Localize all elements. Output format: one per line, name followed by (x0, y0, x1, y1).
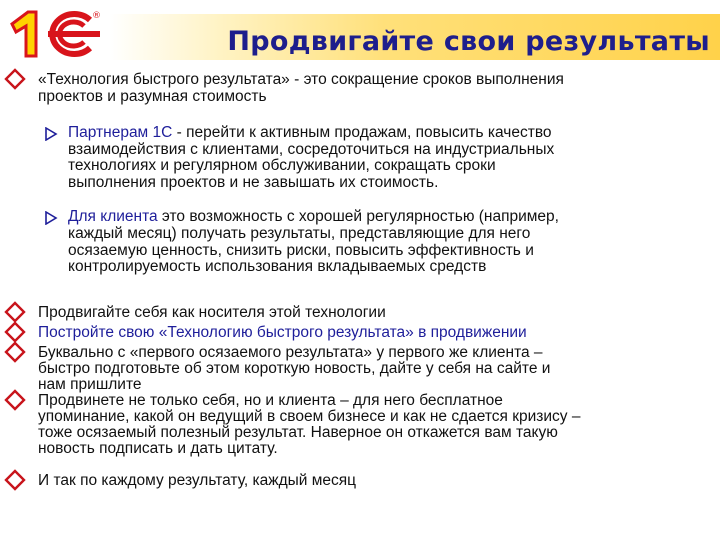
sub-bullet-2-text: это возможность с хорошей регулярностью (например, (157, 208, 559, 225)
bullet-5-line-4: новость подписать и дать цитату. (38, 440, 278, 457)
bullet-4-line-1: Буквально с «первого осязаемого результата» у первого же клиента – (38, 344, 543, 361)
sub-bullet-2-line-2: каждый месяц) получать результаты, представляющие для него (68, 225, 531, 242)
bullet-2-text: Продвигайте себя как носителя этой технологии (38, 304, 386, 321)
page-title: Продвигайте свои результаты (227, 26, 710, 57)
bullet-6-text: И так по каждому результату, каждый месяц (38, 472, 357, 489)
header (0, 0, 720, 60)
title-bar (110, 14, 720, 60)
sub-bullet-1-line-3: технологиях и регулярном обслуживании, сокращать сроки (68, 157, 496, 174)
sub-bullet-2-line-1 (68, 209, 559, 225)
bullet-5-line-2: упоминание, какой он ведущий в своем бизнесе и как не сдается кризису – (38, 408, 581, 425)
bullet-3-text: Постройте свою «Технологию быстрого результата» в продвижении (38, 324, 527, 341)
sub-bullet-1-lead: Партнерам 1С (68, 124, 173, 141)
bullet-1-line-1: «Технология быстрого результата» - это сокращение сроков выполнения (38, 71, 564, 88)
diamond-bullet-icon (4, 341, 26, 363)
triangle-outline-bullet-icon (44, 211, 58, 225)
diamond-bullet-icon (4, 321, 26, 343)
triangle-outline-bullet-icon (44, 127, 58, 141)
diamond-bullet-icon (4, 301, 26, 323)
diamond-bullet-icon (4, 389, 26, 411)
bullet-4-line-2: быстро подготовьте об этом короткую новость, дайте у себя на сайте и (38, 360, 551, 377)
1c-logo-icon (6, 6, 110, 62)
sub-bullet-1-line-1 (68, 125, 552, 141)
registered-mark: ® (92, 11, 101, 21)
diamond-bullet-icon (4, 68, 26, 90)
sub-bullet-2-line-3: осязаемую ценность, снизить риски, повысить эффективность и (68, 242, 534, 259)
diamond-bullet-icon (4, 469, 26, 491)
sub-bullet-2-line-4: контролируемость использования вкладываемых средств (68, 258, 487, 275)
bullet-4-line-3: нам пришлите (38, 376, 142, 393)
sub-bullet-1-text: - перейти к активным продажам, повысить качество (172, 124, 552, 141)
bullet-5-line-1: Продвинете не только себя, но и клиента – для него бесплатное (38, 392, 503, 409)
bullet-5-line-3: тоже осязаемый полезный результат. Наверное он откажется вам такую (38, 424, 558, 441)
sub-bullet-2-lead: Для клиента (68, 208, 158, 225)
sub-bullet-1-line-2: взаимодействия с клиентами, сосредоточиться на индустриальных (68, 141, 555, 158)
1c-logo (6, 6, 110, 67)
sub-bullet-1-line-4: выполнения проектов и не завышать их стоимость. (68, 174, 439, 191)
bullet-1-line-2: проектов и разумная стоимость (38, 88, 267, 105)
